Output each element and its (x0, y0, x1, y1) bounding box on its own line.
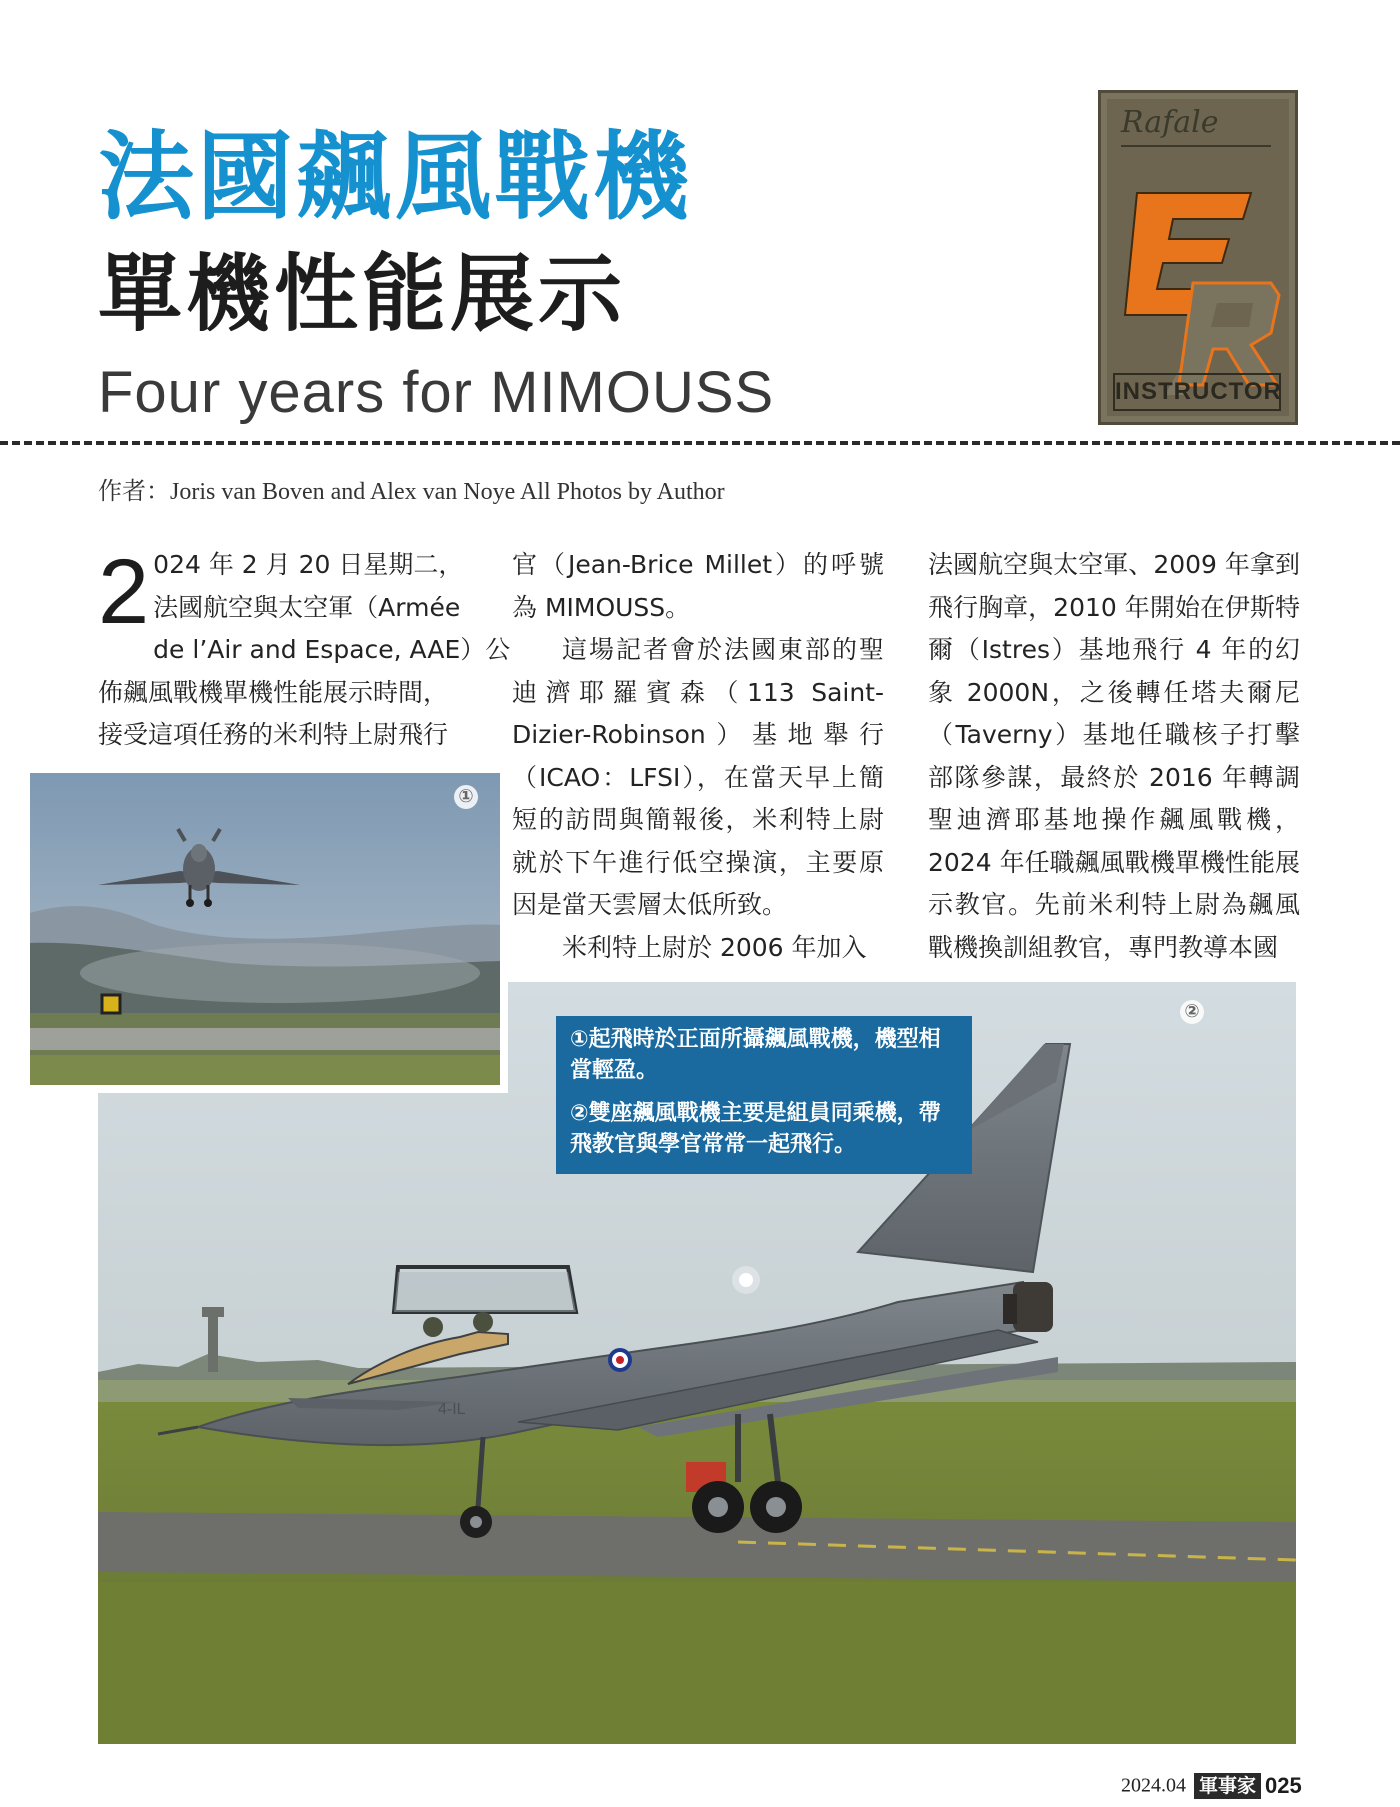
body-column-1 (98, 541, 511, 757)
body-column-3 (928, 544, 1300, 969)
body-line: 佈飆風戰機單機性能展示時間， (98, 677, 449, 707)
dashed-divider (0, 441, 1400, 445)
article-title: 法國飆風戰機 (98, 121, 692, 233)
rafale-instructor-patch (1098, 90, 1298, 425)
article-subtitle: 單機性能展示 (98, 245, 627, 343)
er-monogram-icon (1101, 173, 1295, 403)
patch-instructor-label: INSTRUCTOR (1113, 373, 1281, 411)
body-line: 接受這項任務的米利特上尉飛行 (98, 720, 449, 749)
patch-brand-text: Rafale (1121, 105, 1271, 147)
body-paragraph: 米利特上尉於 2006 年加入 (562, 932, 867, 962)
issue-date: 2024.04 (1121, 1774, 1186, 1797)
photo-caption-box (556, 1016, 972, 1174)
photo-number-1: ① (454, 785, 478, 809)
photo-number-2: ② (1180, 1000, 1204, 1024)
article-english-title: Four years for MIMOUSS (98, 360, 775, 425)
drop-cap: 2 (98, 541, 150, 643)
body-line: 法國航空與太空軍（Armée (153, 592, 461, 622)
body-line: de l’Air and Espace, AAE）公 (153, 635, 511, 664)
page-number: 025 (1265, 1772, 1302, 1798)
magazine-name: 軍事家 (1194, 1773, 1261, 1799)
caption-2: ②雙座飆風戰機主要是組員同乘機，帶飛教官與學官常常一起飛行。 (570, 1101, 941, 1157)
body-line: 024 年 2 月 20 日星期二， (153, 550, 464, 579)
byline: 作者：Joris van Boven and Alex van Noye All Photos by Author (98, 479, 725, 505)
body-paragraph: 這場記者會於法國東部的聖迪濟耶羅賓森（113 Saint-Dizier-Robinson）基地舉行（ICAO：LFSI），在當天早上簡短的訪問與簡報後，米利特上尉就於下午進行低空操演，主要原因是當天雲層太低所致。 (512, 635, 884, 919)
page-footer (1121, 1770, 1302, 1800)
body-paragraph: 法國航空與太空軍、2009 年拿到飛行胸章，2010 年開始在伊斯特爾（Istres）基地飛行 4 年的幻象 2000N，之後轉任塔夫爾尼（Taverny）基地任職核子打擊部隊參謀，最終於 2016 年轉調聖迪濟耶基地操作飆風戰機，2024 年任職飆風戰機單機性能展示教官。先前米利特上尉為飆風戰機換訓組教官，專門教導本國 (928, 550, 1300, 962)
caption-1: ①起飛時於正面所攝飆風戰機，機型相當輕盈。 (570, 1027, 941, 1083)
rafale-takeoff-illustration (30, 773, 500, 1085)
body-column-2 (512, 544, 884, 969)
body-paragraph: 官（Jean-Brice Millet）的呼號為 MIMOUSS。 (512, 550, 884, 622)
photo-rafale-takeoff (30, 773, 508, 1093)
aircraft-code: 4-IL (438, 1401, 466, 1418)
